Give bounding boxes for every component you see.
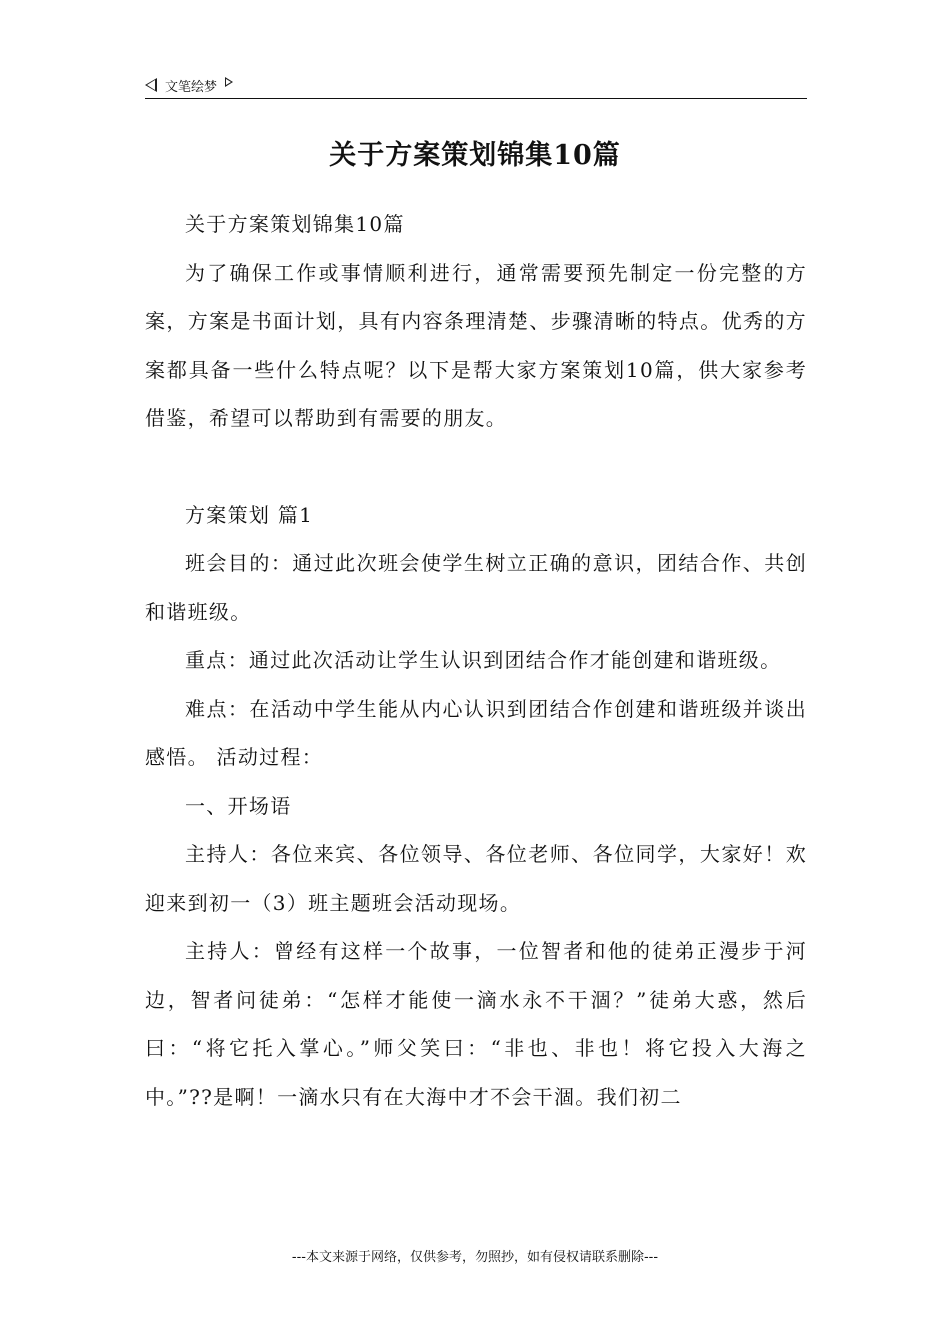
paragraph-opening-heading: 一、开场语 — [185, 793, 292, 818]
section-heading: 方案策划 篇1 — [185, 502, 314, 527]
triangle-right-icon — [225, 77, 233, 87]
document-body — [145, 200, 807, 1121]
document-title: 关于方案策划锦集10篇 — [329, 140, 621, 171]
triangle-left-icon — [145, 78, 157, 92]
paragraph-spacer — [145, 443, 807, 491]
page-header — [145, 72, 807, 98]
paragraph-intro: 为了确保工作或事情顺利进行，通常需要预先制定一份完整的方案，方案是书面计划，具有内容条理清楚、步骤清晰的特点。优秀的方案都具备一些什么特点呢？以下是帮大家方案策划10篇，供大家参考借鉴，希望可以帮助到有需要的朋友。 — [145, 260, 807, 430]
paragraph-host-story: 主持人：曾经有这样一个故事，一位智者和他的徒弟正漫步于河边，智者问徒弟：“怎样才能使一滴水永不干涸？”徒弟大惑，然后曰：“将它托入掌心。”师父笑曰：“非也、非也！将它投入大海之中。”??是啊！一滴水只有在大海中才不会干涸。我们初二 — [145, 939, 807, 1109]
footer-notice: ---本文来源于网络，仅供参考，勿照抄，如有侵权请联系删除--- — [291, 1250, 659, 1265]
paragraph-difficulty: 难点：在活动中学生能从内心认识到团结合作创建和谐班级并谈出感悟。 活动过程： — [145, 696, 807, 769]
paragraph-host-greeting: 主持人：各位来宾、各位领导、各位老师、各位同学，大家好！欢迎来到初一（3）班主题班会活动现场。 — [145, 842, 807, 915]
paragraph-key-point: 重点：通过此次活动让学生认识到团结合作才能创建和谐班级。 — [185, 648, 782, 672]
paragraph-purpose: 班会目的：通过此次班会使学生树立正确的意识，团结合作、共创和谐班级。 — [145, 551, 807, 624]
header-divider — [145, 98, 807, 99]
paragraph-subtitle: 关于方案策划锦集10篇 — [185, 212, 405, 236]
brand-name: 文笔绘梦 — [165, 79, 218, 95]
